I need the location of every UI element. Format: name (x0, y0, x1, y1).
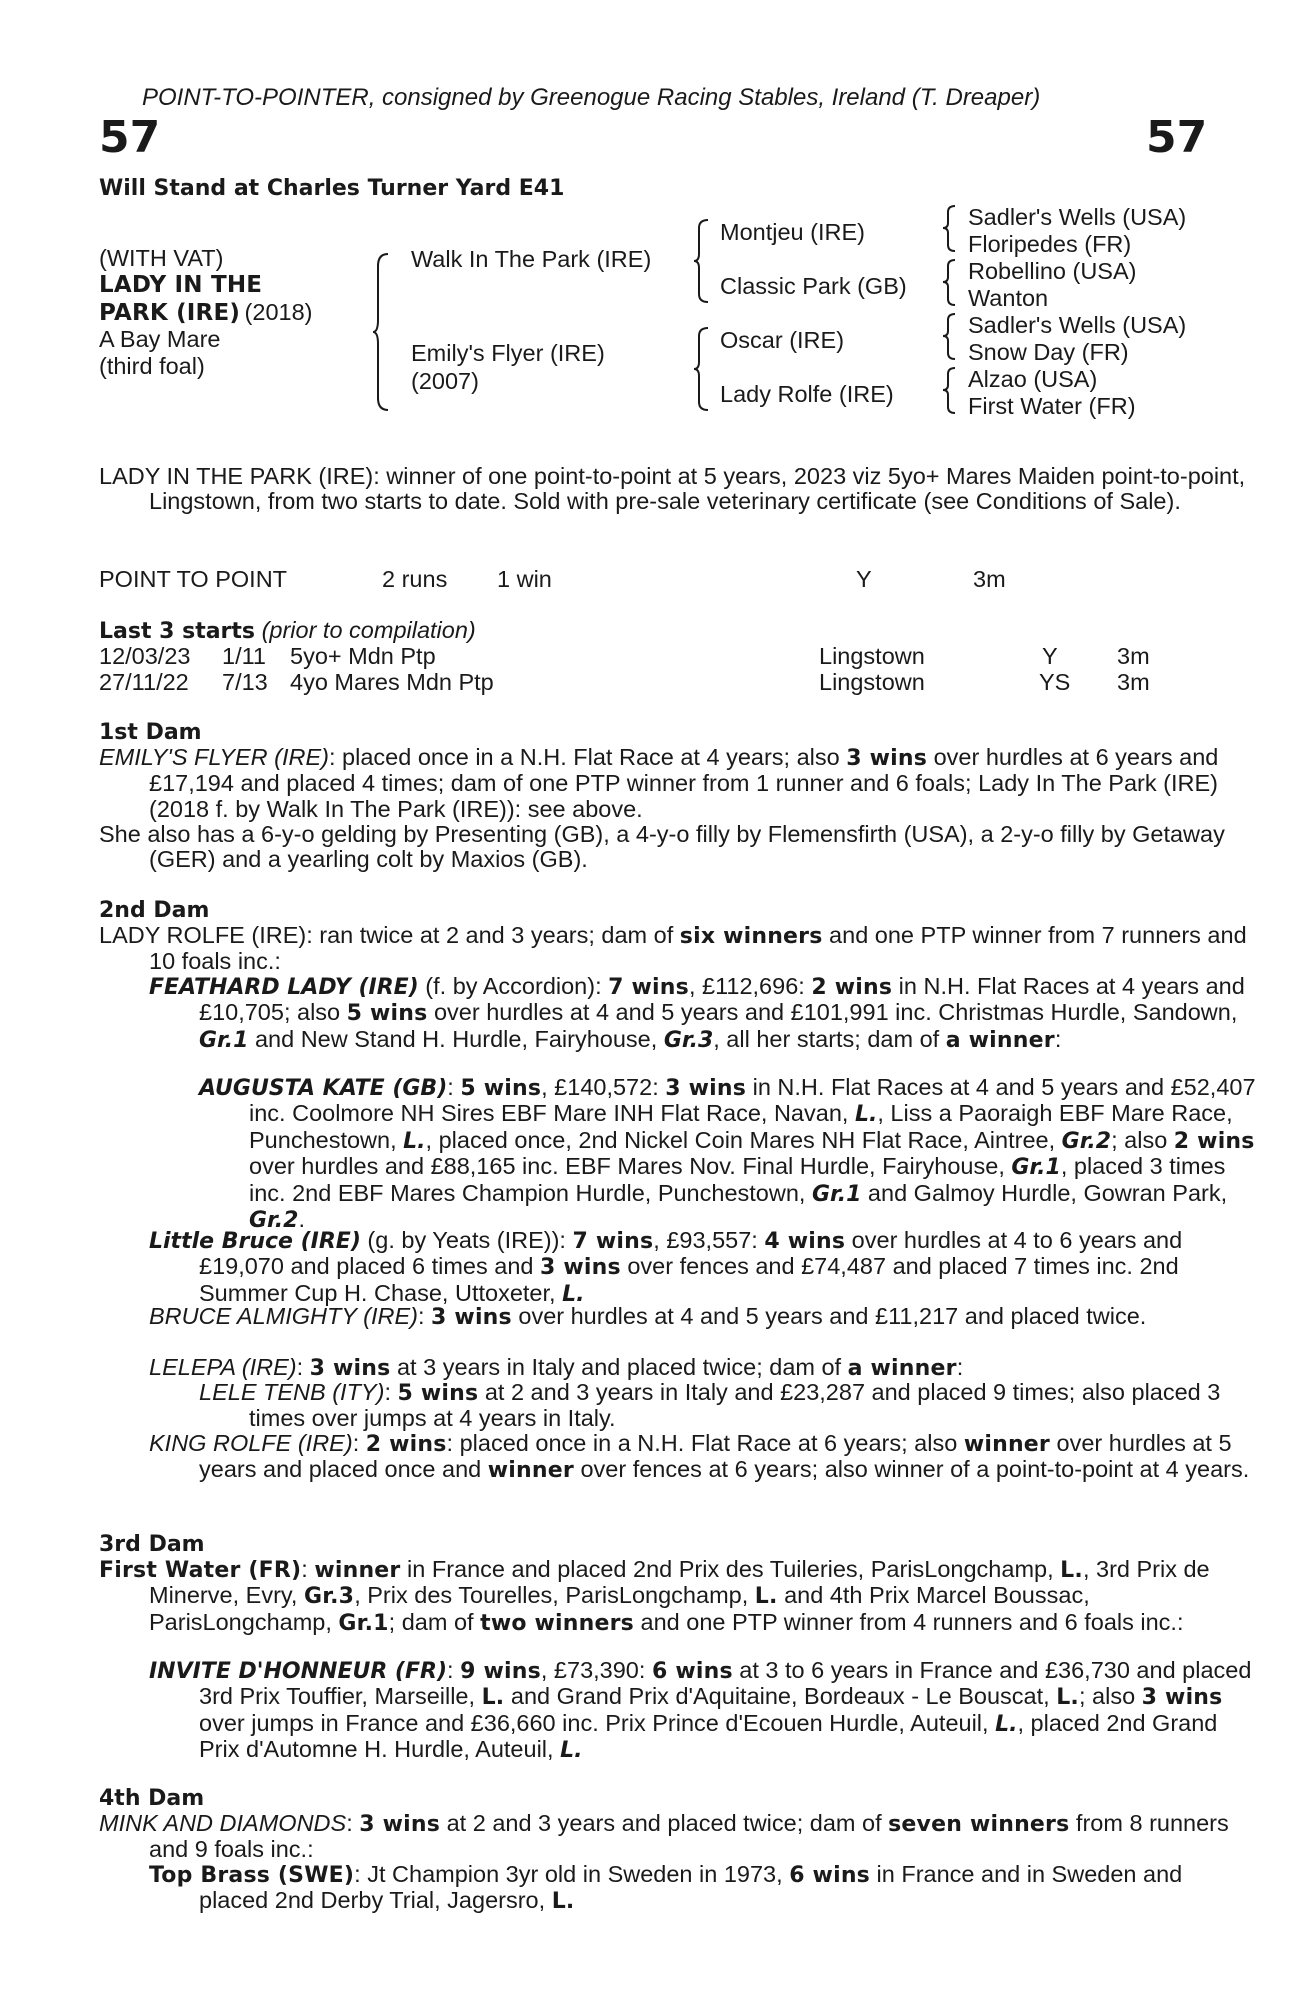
horse-name-line2: PARK (IRE) (99, 300, 241, 326)
pedigree-sds: Robellino (USA) (968, 258, 1137, 284)
dam4-heading: 4th Dam (99, 1786, 205, 1811)
last-starts-heading: Last 3 starts (99, 619, 256, 644)
lot-number-right: 57 (1146, 112, 1208, 163)
start-course: Lingstown (819, 669, 925, 695)
brace-sd (942, 258, 958, 308)
record-wins: 1 win (497, 566, 552, 592)
start-going: Y (1042, 643, 1058, 669)
pedigree-sire: Walk In The Park (IRE) (411, 246, 652, 272)
start-course: Lingstown (819, 643, 925, 669)
start-distance: 3m (1117, 643, 1150, 669)
progeny-name: Little Bruce (IRE) (149, 1229, 361, 1254)
horse-year: (2018) (244, 299, 313, 325)
horse-foal-note: (third foal) (99, 353, 205, 379)
brace-ds (942, 312, 958, 362)
start-date: 12/03/23 (99, 643, 191, 669)
dam2-heading: 2nd Dam (99, 898, 210, 923)
pedigree-dds: Alzao (USA) (968, 366, 1098, 392)
lot-number-left: 57 (99, 112, 161, 163)
progeny-augusta-kate: AUGUSTA KATE (GB): 5 wins, £140,572: 3 wins in N.H. Flat Races at 4 and 5 years and £52,407 inc. Coolmore NH Sires EBF Mare INH Flat Race, Navan, L., Liss a Paoraigh EBF Mare Race, Punchestown, L., placed once, 2nd Nickel Coin Mares NH Flat Race, Aintree, Gr.2; also 2 wins over hurdles and £88,165 inc. EBF Mares Nov. Final Hurdle, Fairyhouse, Gr.1, placed 3 times inc. 2nd EBF Mares Champion Hurdle, Punchestown, Gr.1 and Galmoy Hurdle, Gowran Park, Gr.2. (199, 1074, 1256, 1234)
dam3-name: First Water (FR) (99, 1558, 302, 1583)
progeny-lelepa: LELEPA (IRE): 3 wins at 3 years in Italy and placed twice; dam of a winner: (149, 1354, 964, 1381)
pedigree-ddd: First Water (FR) (968, 393, 1136, 419)
vat-note: (WITH VAT) (99, 245, 224, 271)
dam1-also: She also has a 6-y-o gelding by Presenting (GB), a 4-y-o filly by Flemensfirth (USA), a 2-y-o filly by Getaway (GER) and a yearling colt by Maxios (GB). (99, 821, 1225, 873)
pedigree-ds: Oscar (IRE) (720, 327, 845, 353)
dam1-heading: 1st Dam (99, 720, 202, 745)
horse-name-line2-wrap (99, 299, 312, 326)
start-race: 5yo+ Mdn Ptp (290, 643, 436, 669)
progeny-name: INVITE D'HONNEUR (FR) (149, 1659, 448, 1684)
dam1-text: EMILY'S FLYER (IRE): placed once in a N.H. Flat Race at 4 years; also 3 wins over hurdles at 6 years and £17,194 and placed 4 times; dam of one PTP winner from 1 runner and 6 foals; Lady In The Park (IRE) (2018 f. by Walk In The Park (IRE)): see above. (99, 744, 1219, 822)
dam4-text: MINK AND DIAMONDS: 3 wins at 2 and 3 years and placed twice; dam of seven winners from 8 runners and 9 foals inc.: (99, 1810, 1229, 1863)
pedigree-ss: Montjeu (IRE) (720, 219, 865, 245)
pedigree-dam-year: (2007) (411, 368, 479, 394)
brace-sire (693, 218, 711, 304)
progeny-bruce-almighty: BRUCE ALMIGHTY (IRE): 3 wins over hurdles at 4 and 5 years and £11,217 and placed twice. (149, 1303, 1147, 1330)
horse-name-line1: LADY IN THE (99, 272, 263, 298)
dam3-text: First Water (FR): winner in France and placed 2nd Prix des Tuileries, ParisLongchamp, L., 3rd Prix de Minerve, Evry, Gr.3, Prix des Tourelles, ParisLongchamp, L. and 4th Prix Marcel Boussac, ParisLongchamp, Gr.1; dam of two winners and one PTP winner from 4 runners and 6 foals inc.: (99, 1556, 1210, 1636)
start-date: 27/11/22 (99, 669, 189, 695)
progeny-king-rolfe: KING ROLFE (IRE): 2 wins: placed once in a N.H. Flat Race at 6 years; also winner over hurdles at 5 years and placed once and winner over fences at 6 years; also winner of a point-to-point at 4 years. (149, 1430, 1250, 1484)
pedigree-ssd: Floripedes (FR) (968, 231, 1132, 257)
pedigree-dsd: Snow Day (FR) (968, 339, 1129, 365)
progeny-top-brass: Top Brass (SWE): Jt Champion 3yr old in Sweden in 1973, 6 wins in France and in Sweden and placed 2nd Derby Trial, Jagersro, L. (149, 1861, 1183, 1915)
consignment-line: POINT-TO-POINTER, consigned by Greenogue Racing Stables, Ireland (T. Dreaper) (142, 84, 1041, 111)
last-starts-note: (prior to compilation) (261, 617, 476, 643)
progeny-little-bruce: Little Bruce (IRE) (g. by Yeats (IRE)): 7 wins, £93,557: 4 wins over hurdles at 4 to 6 years and £19,070 and placed 6 times and 3 wins over fences and £74,487 and placed 7 times inc. 2nd Summer Cup H. Chase, Uttoxeter, L. (149, 1227, 1183, 1307)
progeny-name: Top Brass (SWE) (149, 1863, 355, 1888)
start-going: YS (1039, 669, 1071, 695)
brace-main (372, 252, 392, 412)
progeny-name: LELE TENB (ITY) (199, 1379, 385, 1405)
record-distance: 3m (973, 566, 1006, 592)
progeny-name: AUGUSTA KATE (GB) (199, 1076, 448, 1101)
progeny-invite-dhonneur: INVITE D'HONNEUR (FR): 9 wins, £73,390: 6 wins at 3 to 6 years in France and £36,730 and placed 3rd Prix Touffier, Marseille, L. and Grand Prix d'Aquitaine, Bordeaux - Le Bouscat, L.; also 3 wins over jumps in France and £36,660 inc. Prix Prince d'Ecouen Hurdle, Auteuil, L., placed 2nd Grand Prix d'Automne H. Hurdle, Auteuil, L. (149, 1657, 1252, 1764)
stand-location: Will Stand at Charles Turner Yard E41 (99, 176, 565, 201)
progeny-lele-tenb: LELE TENB (ITY): 5 wins at 2 and 3 years in Italy and £23,287 and placed 9 times; also placed 3 times over jumps at 4 years in Italy. (199, 1379, 1221, 1432)
dam2-text: LADY ROLFE (IRE): ran twice at 2 and 3 years; dam of six winners and one PTP winner from 7 runners and 10 foals inc.: (99, 922, 1247, 975)
start-distance: 3m (1117, 669, 1150, 695)
dam4-name: MINK AND DIAMONDS (99, 1810, 347, 1836)
pedigree-dd: Lady Rolfe (IRE) (720, 381, 894, 407)
brace-dam (693, 326, 711, 412)
pedigree-dam: Emily's Flyer (IRE) (411, 340, 605, 366)
brace-ss (942, 204, 958, 254)
progeny-name: KING ROLFE (IRE) (149, 1430, 353, 1456)
start-position: 1/11 (222, 643, 266, 669)
progeny-name: FEATHARD LADY (IRE) (149, 975, 419, 1000)
start-race: 4yo Mares Mdn Ptp (290, 669, 494, 695)
brace-dd (942, 366, 958, 416)
horse-description: A Bay Mare (99, 326, 221, 352)
pedigree-dss: Sadler's Wells (USA) (968, 312, 1187, 338)
record-label: POINT TO POINT (99, 566, 288, 592)
dam3-heading: 3rd Dam (99, 1532, 205, 1557)
pedigree-sd: Classic Park (GB) (720, 273, 907, 299)
progeny-name: LELEPA (IRE) (149, 1354, 297, 1380)
progeny-feathard-lady: FEATHARD LADY (IRE) (f. by Accordion): 7 wins, £112,696: 2 wins in N.H. Flat Races at 4 years and £10,705; also 5 wins over hurdles at 4 and 5 years and £101,991 inc. Christmas Hurdle, Sandown, Gr.1 and New Stand H. Hurdle, Fairyhouse, Gr.3, all her starts; dam of a winner: (149, 973, 1245, 1053)
record-runs: 2 runs (382, 566, 448, 592)
dam1-name: EMILY'S FLYER (IRE) (99, 744, 329, 770)
pedigree-sss: Sadler's Wells (USA) (968, 204, 1187, 230)
start-position: 7/13 (222, 669, 268, 695)
progeny-name: BRUCE ALMIGHTY (IRE) (149, 1303, 418, 1329)
record-going: Y (856, 566, 872, 592)
pedigree-sdd: Wanton (968, 285, 1049, 311)
race-summary: LADY IN THE PARK (IRE): winner of one point-to-point at 5 years, 2023 viz 5yo+ Mares Maiden point-to-point, Lingstown, from two starts to date. Sold with pre-sale veterinary certificate (see Conditions of Sale). (99, 463, 1246, 515)
